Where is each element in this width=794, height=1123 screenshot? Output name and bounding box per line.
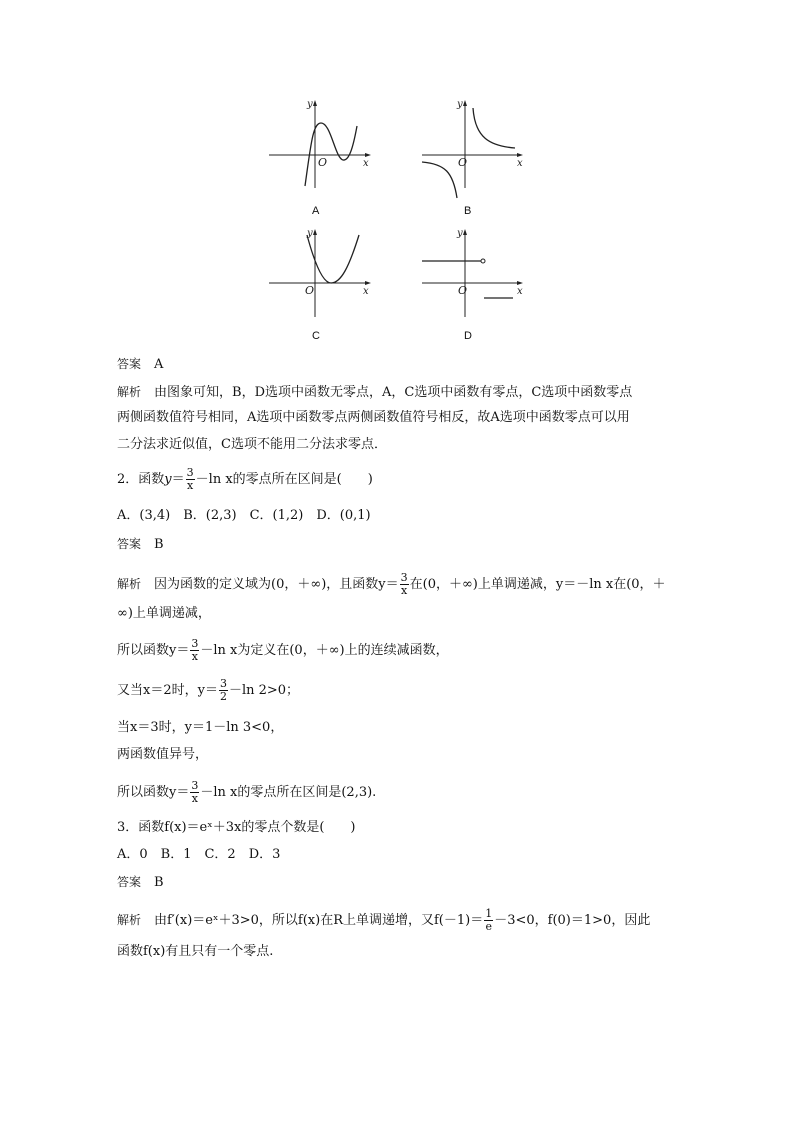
frac-num: 3 xyxy=(191,637,199,650)
graph-a xyxy=(265,98,375,193)
q2-analysis-line-1 xyxy=(117,572,666,597)
fraction xyxy=(186,467,195,492)
a1-post: 在(0，＋∞)上单调递减，y＝－ln x在(0，＋ xyxy=(409,577,666,592)
frac-den: x xyxy=(187,479,194,492)
a4-post: －ln 2>0； xyxy=(228,683,300,698)
frac-num: 3 xyxy=(186,466,194,479)
q1-analysis-line-3: 二分法求近似值，C选项不能用二分法求零点． xyxy=(117,437,387,452)
graph-b xyxy=(420,98,530,193)
frac-den: 2 xyxy=(219,690,227,703)
stem-suffix: －ln x的零点所在区间是( ) xyxy=(195,472,373,487)
y-label: y xyxy=(457,99,463,110)
origin-label: O xyxy=(318,156,328,169)
stem-eq: ＝ xyxy=(171,472,185,487)
x-label: x xyxy=(517,286,523,297)
q3-analysis-line-2: 函数f(x)有且只有一个零点. xyxy=(117,944,274,959)
fraction xyxy=(190,780,199,805)
graph-b-label: B xyxy=(464,205,472,217)
q2-analysis-line-3 xyxy=(117,638,449,663)
y-label: y xyxy=(457,228,463,239)
graph-c-svg xyxy=(265,227,375,322)
x-label: x xyxy=(363,158,369,169)
x-axis-arrow xyxy=(365,153,371,157)
answer-label: 答案 xyxy=(117,875,142,889)
q1-analysis-line-1 xyxy=(117,384,632,401)
graph-a-label: A xyxy=(312,205,320,217)
y-axis-arrow xyxy=(463,229,467,235)
q3-answer xyxy=(117,874,164,891)
q2-analysis-line-5: 当x＝3时，y＝1－ln 3<0， xyxy=(117,720,284,735)
fraction xyxy=(190,638,199,663)
graph-d-svg xyxy=(420,227,530,322)
a4-pre: 又当x＝2时，y＝ xyxy=(117,683,218,698)
graph-d-label: D xyxy=(464,330,472,342)
x-axis-arrow xyxy=(365,281,371,285)
frac-num: 3 xyxy=(191,779,199,792)
graph-c-label: C xyxy=(312,330,320,342)
frac-num: 1 xyxy=(485,907,493,920)
origin-label: O xyxy=(458,284,468,297)
analysis-text: 由图象可知，B，D选项中函数无零点，A，C选项中函数有零点，C选项中函数零点 xyxy=(154,385,633,400)
curve-b-left xyxy=(422,162,457,198)
answer-label: 答案 xyxy=(117,537,142,551)
graph-c xyxy=(265,227,375,322)
frac-den: e xyxy=(485,920,492,933)
graph-a-svg xyxy=(265,98,375,193)
a3-post: －ln x为定义在(0，＋∞)上的连续减函数， xyxy=(200,643,449,658)
origin-label: O xyxy=(458,156,468,169)
q2-analysis-line-6: 两函数值异号， xyxy=(117,747,209,762)
frac-num: 3 xyxy=(219,677,227,690)
answer-value: B xyxy=(154,875,164,890)
a1-post: －3<0，f(0)＝1>0，因此 xyxy=(494,913,651,928)
frac-den: x xyxy=(401,584,408,597)
q2-stem xyxy=(117,467,373,492)
answer-value: A xyxy=(154,357,164,372)
fraction xyxy=(484,908,493,933)
answer-value: B xyxy=(154,537,164,552)
a7-post: －ln x的零点所在区间是(2,3). xyxy=(200,785,377,800)
graph-b-svg xyxy=(420,98,530,193)
graph-d xyxy=(420,227,530,322)
a3-pre: 所以函数y＝ xyxy=(117,643,190,658)
answer-label: 答案 xyxy=(117,357,142,371)
a7-pre: 所以函数y＝ xyxy=(117,785,190,800)
open-point xyxy=(481,259,485,263)
analysis-label: 解析 xyxy=(117,577,142,591)
q2-analysis-line-7 xyxy=(117,780,376,805)
x-label: x xyxy=(517,158,523,169)
origin-label: O xyxy=(305,284,315,297)
q1-analysis-line-2: 两侧函数值符号相同，A选项中函数零点两侧函数值符号相反，故A选项中函数零点可以用 xyxy=(117,410,630,425)
q2-answer xyxy=(117,536,164,553)
stem-prefix: 2．函数 xyxy=(117,472,165,487)
q3-stem: 3．函数f(x)＝eˣ＋3x的零点个数是( ) xyxy=(117,820,356,835)
q3-options: A．0 B．1 C．2 D．3 xyxy=(117,847,281,862)
q1-answer xyxy=(117,356,163,373)
fraction xyxy=(400,572,409,597)
x-label: x xyxy=(363,286,369,297)
q2-analysis-line-4 xyxy=(117,678,299,703)
frac-den: x xyxy=(191,650,198,663)
analysis-label: 解析 xyxy=(117,385,142,399)
frac-den: x xyxy=(191,792,198,805)
curve-b-right xyxy=(473,108,515,148)
a1-pre: 由f′(x)＝eˣ＋3>0，所以f(x)在R上单调递增，又f(－1)＝ xyxy=(154,913,484,928)
x-axis-arrow xyxy=(517,281,523,285)
y-axis-arrow xyxy=(313,100,317,106)
frac-num: 3 xyxy=(400,571,408,584)
q2-options: A．(3,4) B．(2,3) C．(1,2) D．(0,1) xyxy=(117,508,371,523)
q2-analysis-line-2: ∞)上单调递减， xyxy=(117,606,211,621)
y-axis-arrow xyxy=(313,229,317,235)
q3-analysis-line-1 xyxy=(117,908,650,933)
fraction xyxy=(219,678,228,703)
stem-var: y xyxy=(164,472,172,487)
y-axis-arrow xyxy=(463,100,467,106)
analysis-label: 解析 xyxy=(117,913,142,927)
x-axis-arrow xyxy=(517,153,523,157)
y-label: y xyxy=(307,99,313,110)
y-label: y xyxy=(307,228,313,239)
a1-pre: 因为函数的定义域为(0，＋∞)，且函数y＝ xyxy=(154,577,399,592)
